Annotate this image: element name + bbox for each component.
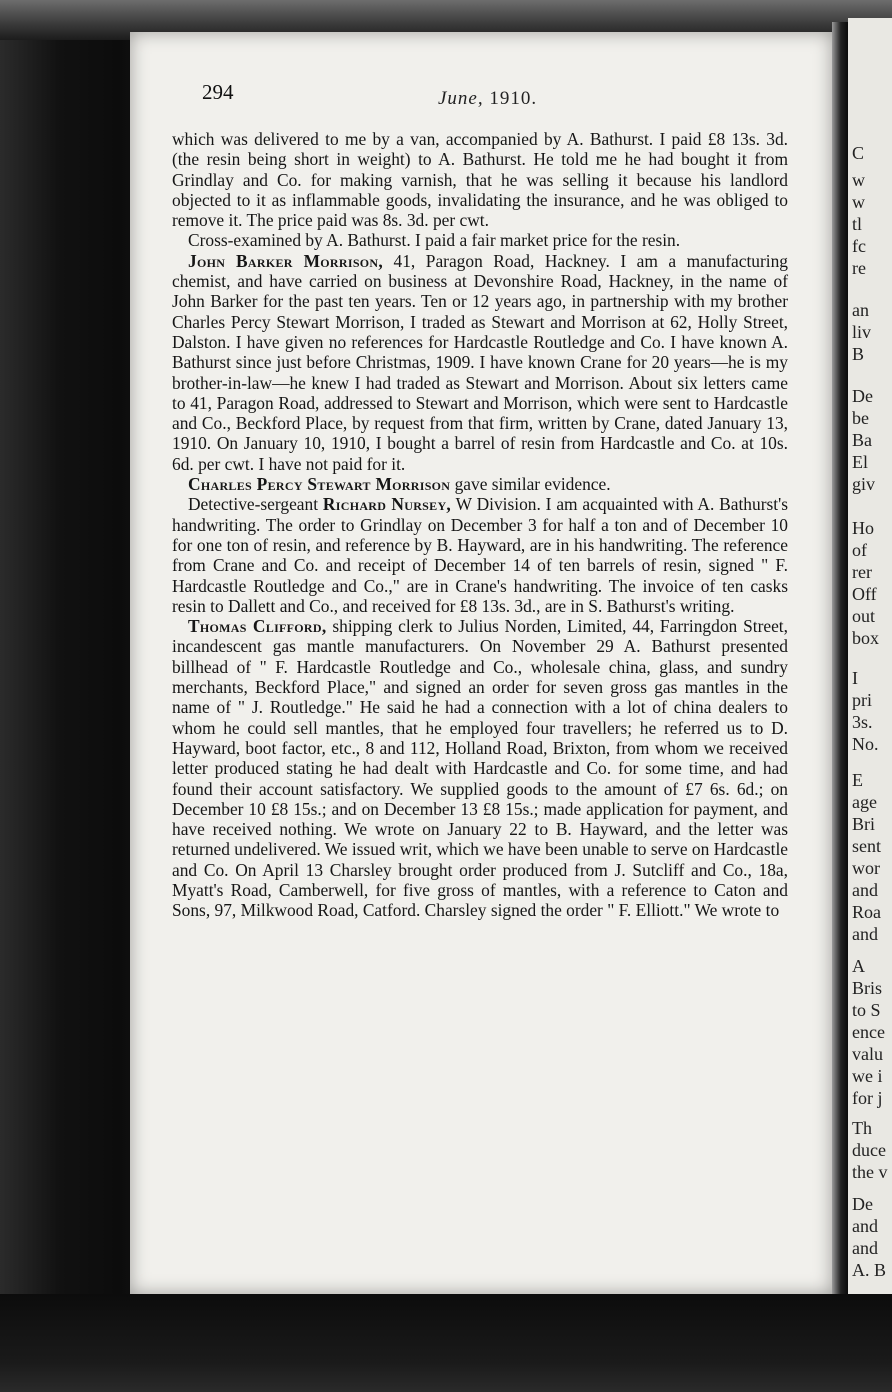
- facing-page-fragment: fc: [852, 236, 866, 256]
- facing-page-fragment: El: [852, 452, 868, 472]
- facing-page-fragment: and: [852, 1238, 878, 1258]
- facing-page-fragment: Ba: [852, 430, 872, 450]
- facing-page-fragment: tl: [852, 214, 863, 234]
- facing-page-fragment: and: [852, 1216, 878, 1236]
- paragraph-resin-delivery: which was delivered to me by a van, accompanied by A. Bathurst. I paid £8 13s. 3d. (the resin being short in weight) to A. Bathurst. He told me he had bought it from Grindlay and Co. for making varnish, that he was selling it because his landlord objected to it as inflammable goods, invalidating the insurance, and he was obliged to remove it. The price paid was 8s. 3d. per cwt.: [172, 129, 788, 231]
- facing-page-fragment: pri: [852, 690, 872, 710]
- facing-page-fragment: sent: [852, 836, 881, 856]
- facing-page-fragment: Bris: [852, 978, 883, 998]
- facing-page-fragment: Ho: [852, 518, 874, 538]
- page-header: [202, 80, 802, 110]
- facing-page-fragment: duce: [852, 1140, 886, 1160]
- facing-page-fragment: and: [852, 880, 878, 900]
- facing-page-fragment: ence: [852, 1022, 885, 1042]
- facing-page-fragment: age: [852, 792, 877, 812]
- facing-page-fragment: De: [852, 1194, 873, 1214]
- facing-page-fragment: E: [852, 770, 863, 790]
- facing-page-fragment: Roa: [852, 902, 881, 922]
- facing-page-fragment: of: [852, 540, 867, 560]
- facing-page-fragment: wor: [852, 858, 880, 878]
- facing-page-fragment: liv: [852, 322, 872, 342]
- book-bottom-edge: [0, 1294, 892, 1392]
- paragraph-thomas-clifford: Thomas Clifford, shipping clerk to Julius Norden, Limited, 44, Farringdon Street, incandescent gas mantle manufacturers. On November 29 A. Bathurst presented billhead of " F. Hardcastle Routledge and Co., wholesale china, glass, and sundry merchants, Beckford Place," and signed an order for seven gross gas mantles in the name of " J. Routledge." He said he had a connection with a lot of china dealers to whom he could sell mantles, that he employed four travellers; he referred us to D. Hayward, boot factor, etc., 8 and 112, Holland Road, Brixton, from whom we received letter produced stating he had dealt with Hardcastle and Co. for some time, and had found their account satisfactory. We supplied goods to the amount of £7 6s. 6d.; on December 10 £8 15s.; and on December 13 £8 15s.; made application for payment, and have received nothing. We wrote on January 22 to B. Hayward, and the letter was returned undelivered. We issued writ, which we have been unable to serve on Hardcastle and Co. On April 13 Charsley brought order produced from J. Sutcliff and Co., 18a, Myatt's Road, Camberwell, for five gross of mantles, with a reference to Caton and Sons, 97, Milkwood Road, Catford. Charsley signed the order " F. Elliott." We wrote to: [172, 616, 788, 921]
- running-head: [438, 88, 537, 110]
- facing-page-fragment: be: [852, 408, 869, 428]
- facing-page-fragment: B: [852, 344, 865, 364]
- book-gutter: [832, 22, 848, 1307]
- paragraph-richard-nursey: Detective-sergeant Richard Nursey, W Division. I am acquainted with A. Bathurst's handwriting. The order to Grindlay on December 3 for half a ton and of December 10 for one ton of resin, and reference by B. Hayward, are in his handwriting. The reference from Crane and Co. and receipt of December 14 of ten barrels of resin, signed " F. Hardcastle Routledge and Co.," are in Crane's handwriting. The invoice of ten casks resin to Dallett and Co., and received for £8 13s. 3d., are in S. Bathurst's writing.: [172, 494, 788, 616]
- facing-page-fragment: w: [852, 170, 865, 190]
- facing-page-fragment: No.: [852, 734, 879, 754]
- paragraph-charles-morrison: Charles Percy Stewart Morrison gave similar evidence.: [188, 474, 611, 495]
- facing-page-fragment: re: [852, 258, 866, 278]
- facing-page-fragment: rer: [852, 562, 872, 582]
- facing-page-fragment: w: [852, 192, 865, 212]
- witness-name: Thomas Clifford,: [188, 616, 327, 637]
- facing-page-fragment: to S: [852, 1000, 881, 1020]
- page-body: [172, 129, 788, 921]
- book-page: [130, 32, 832, 1294]
- facing-page-fragment: valu: [852, 1044, 883, 1064]
- facing-page-fragment: and: [852, 924, 878, 944]
- facing-page-fragment: Th: [852, 1118, 872, 1138]
- witness-name: Charles Percy Stewart Morrison: [188, 474, 451, 495]
- facing-page-fragment: the v: [852, 1162, 888, 1182]
- page-number: 294: [202, 80, 234, 104]
- facing-page-fragment: giv: [852, 474, 876, 494]
- facing-page-fragment: for j: [852, 1088, 883, 1108]
- facing-page-fragment: Off: [852, 584, 877, 604]
- facing-page-fragment: A. B: [852, 1260, 887, 1280]
- facing-page-fragment: Bri: [852, 814, 876, 834]
- facing-page-fragment: an: [852, 300, 869, 320]
- facing-page-fragment: box: [852, 628, 879, 648]
- facing-page-fragment: C: [852, 143, 865, 163]
- running-head-month: June,: [438, 88, 484, 109]
- witness-name: Richard Nursey,: [322, 494, 452, 515]
- facing-page-fragment: out: [852, 606, 876, 626]
- facing-page-fragment: A: [852, 956, 865, 976]
- paragraph-cross-examined: Cross-examined by A. Bathurst. I paid a fair market price for the resin.: [188, 230, 681, 251]
- facing-page-edge: [848, 18, 892, 1313]
- witness-name: John Barker Morrison,: [188, 250, 384, 271]
- facing-page-fragment: I: [852, 668, 858, 688]
- paragraph-john-barker-morrison: John Barker Morrison, 41, Paragon Road, Hackney. I am a manufacturing chemist, and have carried on business at Devonshire Road, Hackney, in the name of John Barker for the past ten years. Ten or 12 years ago, in partnership with my brother Charles Percy Stewart Morrison, I traded as Stewart and Morrison at 62, Holly Street, Dalston. I have given no references for Hardcastle Routledge and Co. I have known A. Bathurst since just before Christmas, 1909. I have known Crane for 20 years—he is my brother-in-law—he knew I had traded as Stewart and Morrison. About six letters came to 41, Paragon Road, addressed to Stewart and Morrison, which were sent to Hardcastle and Co., Beckford Place, by request from that firm, written by Crane, dated January 13, 1910. On January 10, 1910, I bought a barrel of resin from Hardcastle and Co. at 10s. 6d. per cwt. I have not paid for it.: [172, 250, 789, 474]
- running-head-year: 1910.: [489, 88, 538, 109]
- facing-page-fragment: De: [852, 386, 873, 406]
- facing-page-fragment: 3s.: [852, 712, 873, 732]
- facing-page-fragment: we i: [852, 1066, 883, 1086]
